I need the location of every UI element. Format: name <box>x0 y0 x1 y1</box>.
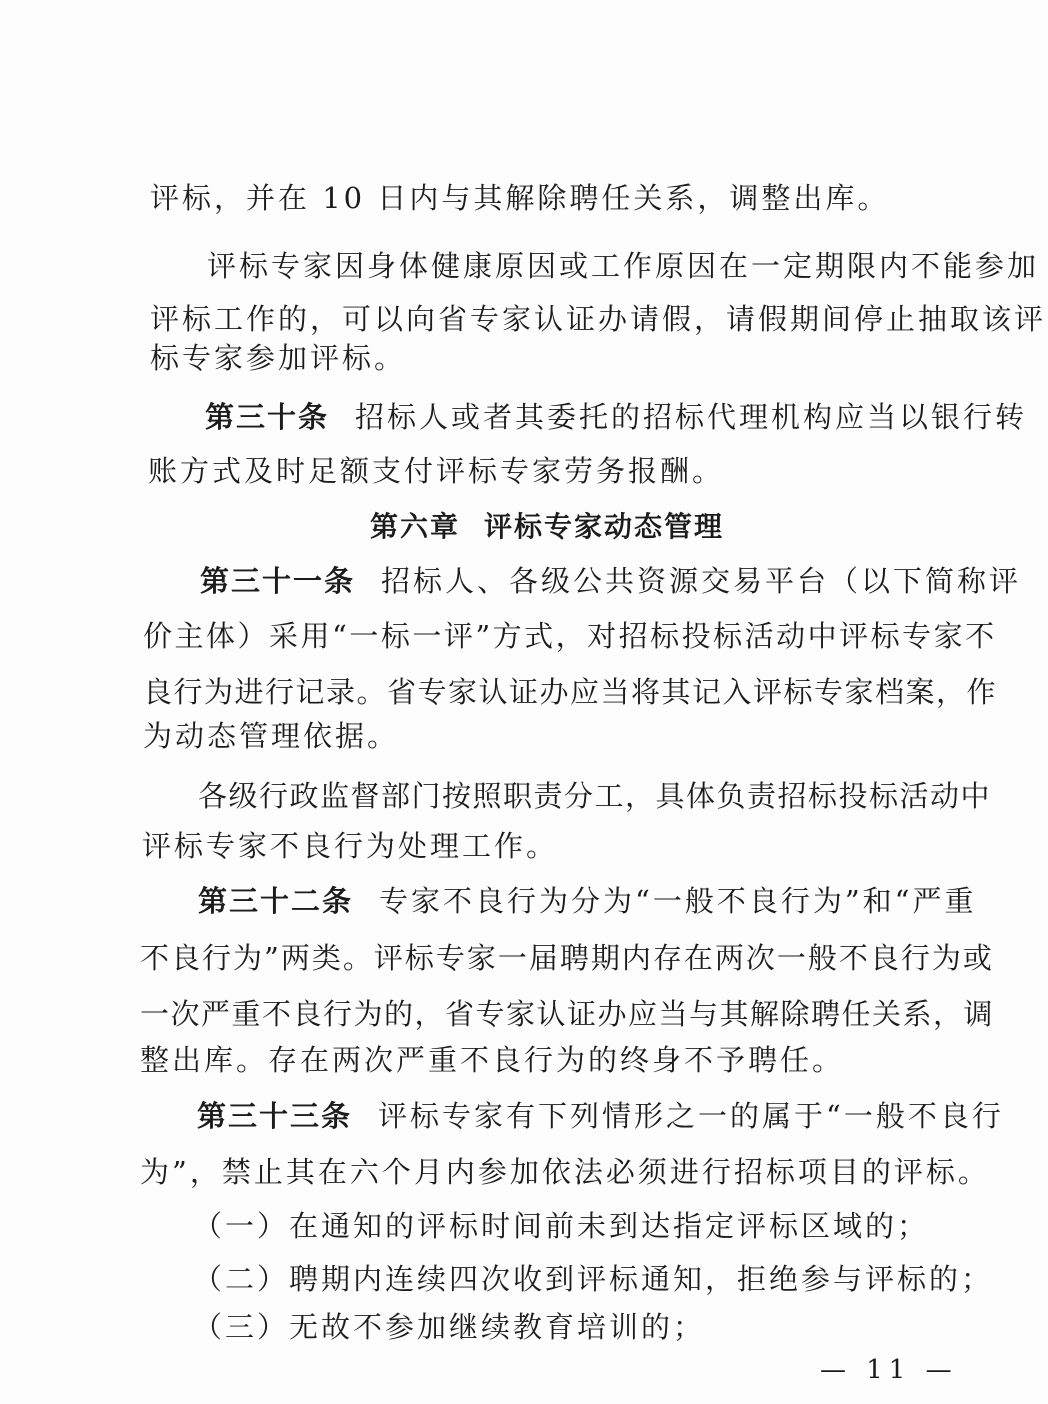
page-number <box>820 1355 958 1385</box>
article-32-line <box>198 881 977 921</box>
body-line: 评标专家不良行为处理工作。 <box>142 829 559 863</box>
body-line: 为动态管理依据。 <box>143 719 400 753</box>
body-line: 一次严重不良行为的，省专家认证办应当与其解除聘任关系，调 <box>140 997 995 1031</box>
article-32-label: 第三十二条 <box>198 884 354 918</box>
body-line: 各级行政监督部门按照职责分工，具体负责招标投标活动中 <box>198 779 992 813</box>
page-number-value: 11 <box>866 1355 912 1385</box>
article-33-text: 评标专家有下列情形之一的属于“一般不良行 <box>378 1099 1004 1133</box>
chapter-heading <box>370 507 724 547</box>
body-line: 为”，禁止其在六个月内参加依法必须进行招标项目的评标。 <box>140 1155 990 1189</box>
chapter-title: 评标专家动态管理 <box>484 510 725 543</box>
article-32-text: 专家不良行为分为“一般不良行为”和“严重 <box>379 884 977 918</box>
page-number-dash-left: — <box>820 1355 852 1385</box>
article-30-line <box>205 397 1028 437</box>
body-line: 不良行为”两类。评标专家一届聘期内存在两次一般不良行为或 <box>140 941 994 975</box>
list-item: （一）在通知的评标时间前未到达指定评标区域的； <box>193 1209 930 1243</box>
body-line: 评标工作的，可以向省专家认证办请假，请假期间停止抽取该评 <box>150 302 1047 336</box>
article-30-label: 第三十条 <box>205 400 330 434</box>
article-31-label: 第三十一条 <box>200 564 356 598</box>
page-number-dash-right: — <box>925 1355 958 1385</box>
article-33-line <box>197 1096 1004 1136</box>
article-30-text: 招标人或者其委托的招标代理机构应当以银行转 <box>355 400 1028 434</box>
body-line: 整出库。存在两次严重不良行为的终身不予聘任。 <box>140 1043 845 1077</box>
body-line: 标专家参加评标。 <box>150 341 407 375</box>
list-item: （三）无故不参加继续教育培训的； <box>193 1310 706 1344</box>
list-item: （二）聘期内连续四次收到评标通知，拒绝参与评标的； <box>193 1262 994 1296</box>
body-line: 价主体）采用“一标一评”方式，对招标投标活动中评标专家不 <box>143 619 997 653</box>
article-33-label: 第三十三条 <box>197 1099 353 1133</box>
body-line: 良行为进行记录。省专家认证办应当将其记入评标专家档案，作 <box>143 675 998 709</box>
body-line: 账方式及时足额支付评标专家劳务报酬。 <box>148 454 725 488</box>
body-line: 评标，并在 10 日内与其解除聘任关系，调整出库。 <box>150 181 890 215</box>
article-31-text: 招标人、各级公共资源交易平台（以下简称评 <box>381 564 1022 598</box>
body-line: 评标专家因身体健康原因或工作原因在一定期限内不能参加 <box>207 249 1040 283</box>
chapter-label: 第六章 <box>370 510 461 543</box>
article-31-line <box>200 561 1022 601</box>
